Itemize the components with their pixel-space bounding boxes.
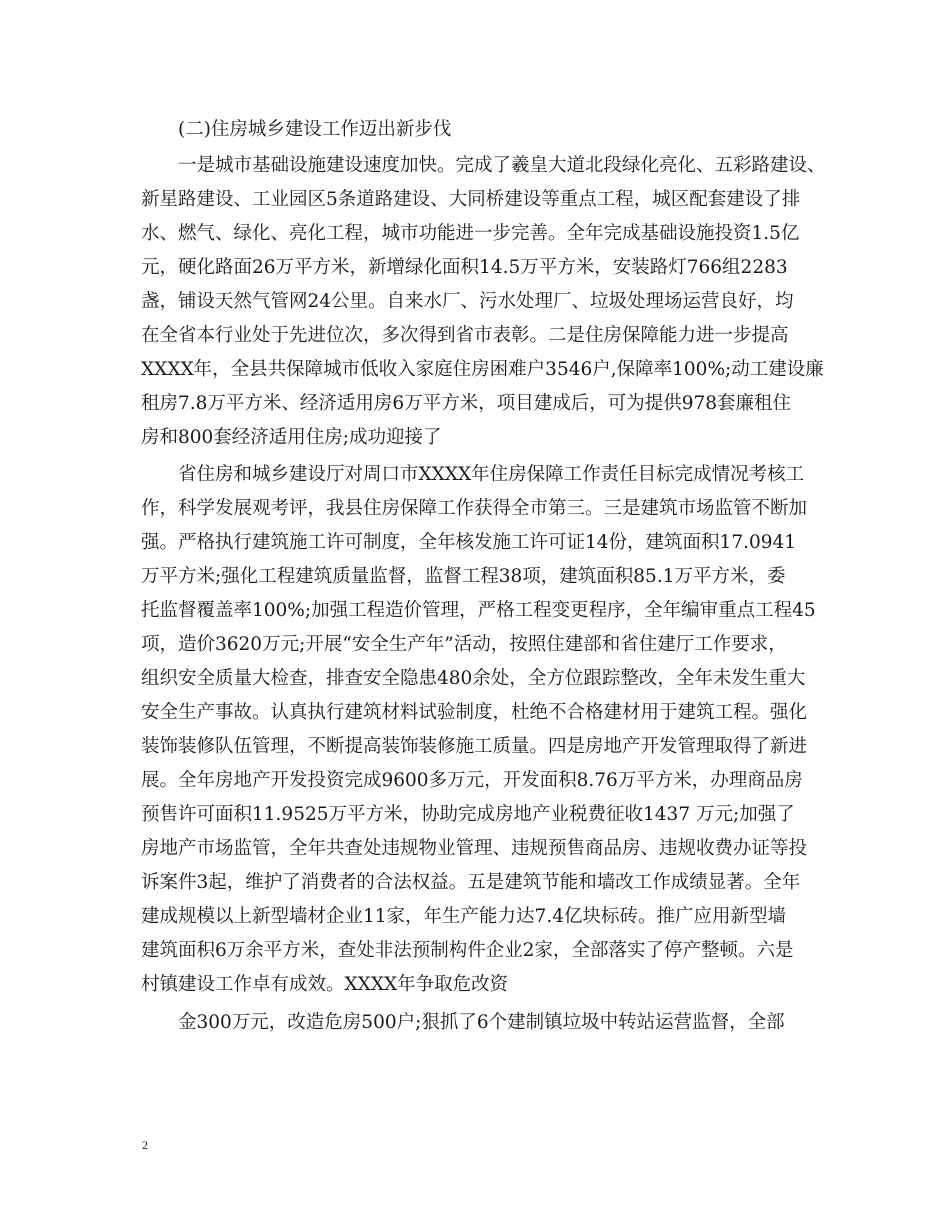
text-line: 盏，铺设天然气管网24公里。自来水厂、污水处理厂、垃圾处理场运营良好，均: [141, 291, 794, 312]
text-line: (二)住房城乡建设工作迈出新步伐: [178, 119, 452, 140]
text-line: 预售许可面积11.9525万平方米，协助完成房地产业税费征收1437 万元;加强了: [141, 804, 795, 825]
text-line: 水、燃气、绿化、亮化工程，城市功能进一步完善。全年完成基础设施投资1.5亿: [141, 223, 800, 244]
text-line: 装饰装修队伍管理，不断提高装饰装修施工质量。四是房地产开发管理取得了新进: [141, 736, 808, 757]
text-line: 安全生产事故。认真执行建筑材料试验制度，杜绝不合格建材用于建筑工程。强化: [141, 702, 808, 723]
text-line: 诉案件3起，维护了消费者的合法权益。五是建筑节能和墙改工作成绩显著。全年: [141, 872, 801, 893]
text-line: 建成规模以上新型墙材企业11家，年生产能力达7.4亿块标砖。推广应用新型墙: [141, 906, 786, 927]
text-line: 租房7.8万平方米、经济适用房6万平方米，项目建成后，可为提供978套廉租住: [141, 393, 792, 414]
text-line: 展。全年房地产开发投资完成9600多万元，开发面积8.76万平方米，办理商品房: [141, 770, 803, 791]
text-line: 金300万元，改造危房500户;狠抓了6个建制镇垃圾中转站运营监督，全部: [178, 1012, 785, 1033]
text-line: 房和800套经济适用住房;成功迎接了: [141, 427, 442, 448]
page-number: 2: [142, 1138, 148, 1152]
text-line: 项，造价3620万元;开展“安全生产年”活动，按照住建部和省住建厅工作要求，: [141, 634, 787, 655]
text-line: 万平方米;强化工程建筑质量监督，监督工程38项，建筑面积85.1万平方米，委: [141, 566, 786, 587]
text-line: 托监督覆盖率100%;加强工程造价管理，严格工程变更程序，全年编审重点工程45: [141, 600, 816, 621]
text-line: 组织安全质量大检查，排查安全隐患480余处，全方位跟踪整改，全年未发生重大: [141, 668, 806, 689]
text-line: 省住房和城乡建设厅对周口市XXXX年住房保障工作责任目标完成情况考核工: [178, 464, 805, 485]
text-line: 在全省本行业处于先进位次，多次得到省市表彰。二是住房保障能力进一步提高: [141, 325, 789, 346]
text-line: 一是城市基础设施建设速度加快。完成了羲皇大道北段绿化亮化、五彩路建设、: [178, 155, 826, 176]
text-line: 村镇建设工作卓有成效。XXXX年争取危改资: [141, 974, 509, 995]
text-line: 元，硬化路面26万平方米，新增绿化面积14.5万平方米，安装路灯766组2283: [141, 257, 788, 278]
text-line: 作，科学发展观考评，我县住房保障工作获得全市第三。三是建筑市场监管不断加: [141, 498, 808, 519]
text-line: 房地产市场监管，全年共查处违规物业管理、违规预售商品房、违规收费办证等投: [141, 838, 808, 859]
text-line: 新星路建设、工业园区5条道路建设、大同桥建设等重点工程，城区配套建设了排: [141, 189, 801, 210]
text-line: 建筑面积6万余平方米，查处非法预制构件企业2家，全部落实了停产整顿。六是: [141, 940, 794, 961]
text-line: 强。严格执行建筑施工许可制度，全年核发施工许可证14份，建筑面积17.0941: [141, 532, 797, 553]
text-line: XXXX年，全县共保障城市低收入家庭住房困难户3546户,保障率100%;动工建设廉: [141, 359, 824, 380]
